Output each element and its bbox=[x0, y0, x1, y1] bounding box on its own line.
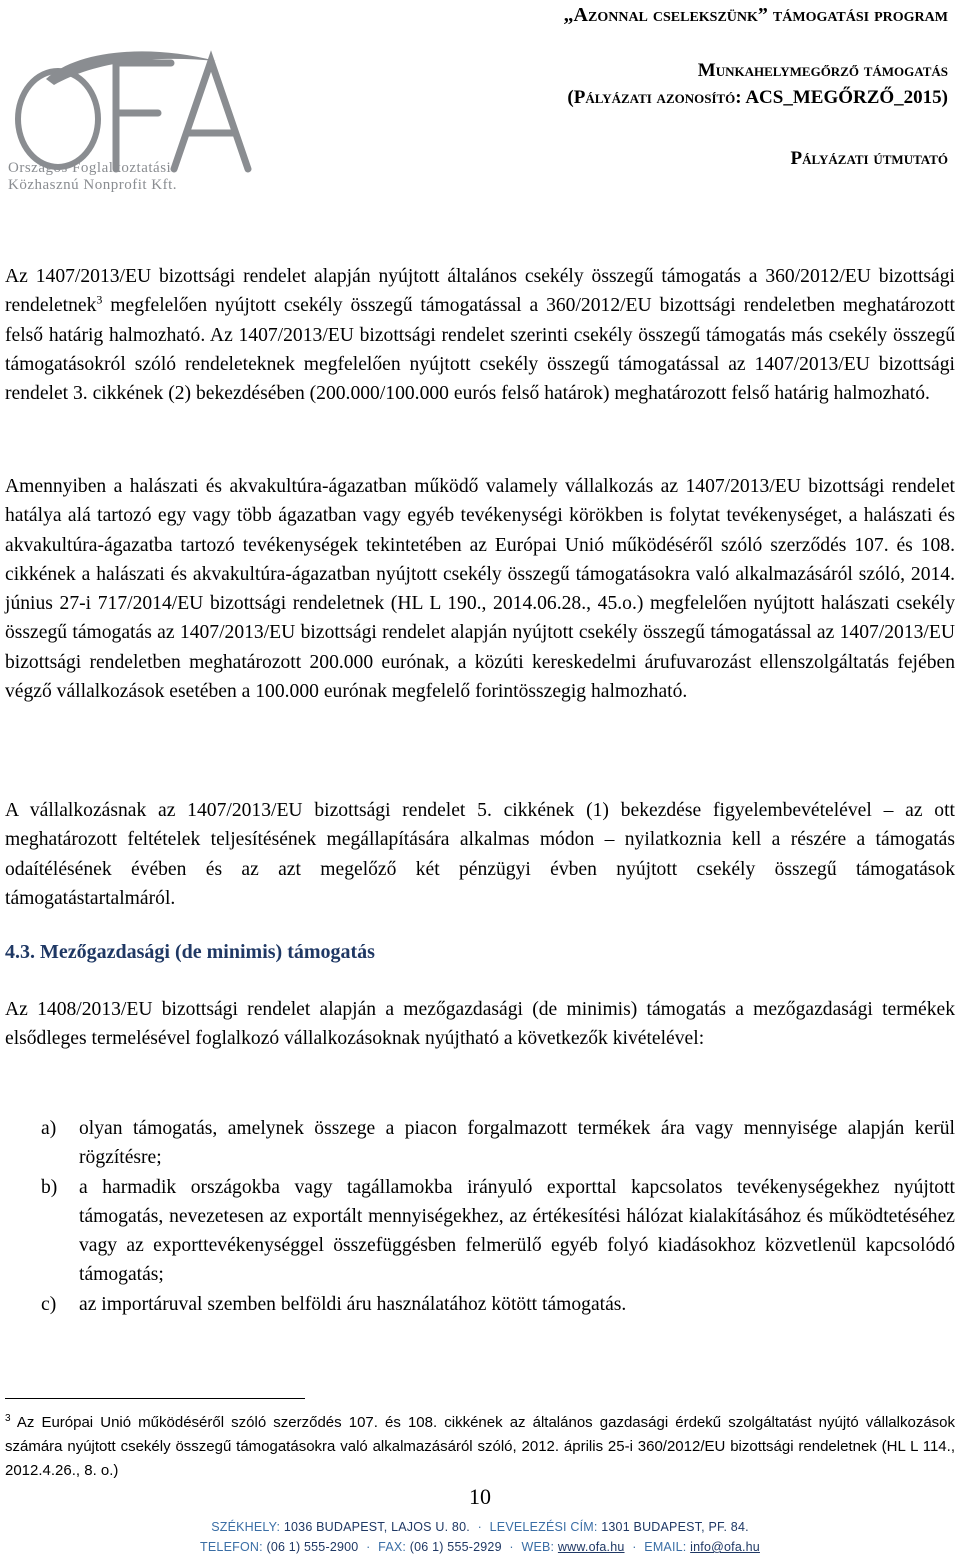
separator: · bbox=[477, 1520, 482, 1534]
logo-organization-name bbox=[8, 160, 177, 194]
list-item bbox=[5, 1114, 955, 1173]
footnote-reference[interactable]: 3 bbox=[96, 292, 103, 307]
separator: · bbox=[366, 1540, 371, 1554]
phone-label: TELEFON: bbox=[200, 1540, 263, 1554]
call-title: Munkahelymegőrző támogatás bbox=[697, 60, 948, 81]
exceptions-list bbox=[5, 1114, 955, 1319]
separator: · bbox=[509, 1540, 514, 1554]
footnote bbox=[5, 1411, 955, 1483]
email-link[interactable]: info@ofa.hu bbox=[690, 1540, 760, 1554]
paragraph-cumulation-general bbox=[5, 262, 955, 408]
list-marker: a) bbox=[41, 1118, 57, 1139]
logo-letter-o bbox=[18, 71, 98, 167]
page-number: 10 bbox=[469, 1484, 491, 1509]
list-item bbox=[5, 1290, 955, 1319]
logo-swoosh bbox=[46, 51, 216, 85]
list-marker: c) bbox=[41, 1293, 57, 1315]
call-identifier: (Pályázati azonosító: ACS_MEGŐRZŐ_2015) bbox=[567, 87, 948, 108]
logo-org-line1: Országos Foglalkoztatási bbox=[8, 160, 172, 176]
paragraph-text: Az 1407/2013/EU bizottsági rendelet alapján nyújtott általános csekély összegű támogatás a 360/2012/EU bizottsági rendeletnek bbox=[5, 266, 955, 317]
paragraph-declaration: A vállalkozásnak az 1407/2013/EU bizottsági rendelet 5. cikkének (1) bekezdése figyelembevételével – az ott meghatározott feltételek teljesítésének megállapítására alkalmas módon – nyilatkoznia kell a részére a támogatás odaítélésének évében és az azt megelőző két pénzügyi évben nyújtott csekély összegű támogatások támogatástartalmáról. bbox=[5, 800, 955, 909]
list-marker: b) bbox=[41, 1176, 58, 1198]
fax-value: (06 1) 555-2929 bbox=[409, 1540, 502, 1554]
separator: · bbox=[632, 1540, 637, 1554]
footnote-number: 3 bbox=[5, 1413, 11, 1424]
paragraph-agricultural: Az 1408/2013/EU bizottsági rendelet alapján a mezőgazdasági (de minimis) támogatás a mezőgazdasági termékek elsődleges termelésével foglalkozó vállalkozásoknak nyújtható a következők kivételével: bbox=[5, 999, 955, 1050]
paragraph-text: Az 1407/2013/EU bizottsági rendelet szerinti csekély összegű támogatás más csekély összegű támogatásokról szóló rendeleteknek megfelelően nyújtott csekély összegű támogatással az 1407/2013/EU bizottsági rendelet 3. cikkének (2) bekezdésében (200.000/100.000 eurós felső határok) meghatározott felső határig halmozható. bbox=[5, 324, 955, 405]
phone-value: (06 1) 555-2900 bbox=[266, 1540, 359, 1554]
mail-value: 1301 BUDAPEST, PF. 84. bbox=[601, 1520, 749, 1534]
list-item bbox=[5, 1173, 955, 1290]
program-title: „Azonnal cselekszünk” támogatási program bbox=[563, 4, 948, 26]
paragraph-fisheries: Amennyiben a halászati és akvakultúra-ágazatban működő valamely vállalkozás az 1407/2013/EU bizottsági rendelet hatálya alá tartozó egy vagy több ágazatban vagy egyéb tevékenységi körökben is folytat tevékenységet, a halászati és akvakultúra-ágazatba tartozó tevékenységek tekintetében az Európai Unió működéséről szóló szerződés 107. és 108. cikkének a halászati és akvakultúra-ágazatban nyújtott csekély összegű támogatásokra való alkalmazásáról szóló, 2014. június 27-i 717/2014/EU bizottsági rendeletnek (HL L 190., 2014.06.28., 45.o.) megfelelően nyújtott halászati csekély összegű támogatás az 1407/2013/EU bizottsági rendelet alapján nyújtott csekély összegű támogatással az 1407/2013/EU bizottsági rendeletben meghatározott 200.000 eurónak, a közúti kereskedelmi árufuvarozást ellenszolgáltatás fejében végző vállalkozások esetében a 100.000 eurónak megfelelő forintösszegig halmozható. bbox=[5, 476, 955, 703]
seat-value: 1036 BUDAPEST, LAJOS U. 80. bbox=[283, 1520, 470, 1534]
list-item-text: a harmadik országokba vagy tagállamokba irányuló exporttal kapcsolatos tevékenységekhez nyújtott támogatás, nevezetesen az exportált mennyiségekhez, az értékesítési hálózat kialakításához és működtetéséhez vagy az exporttevékenységgel összefüggésben felmerülő egyéb folyó kiadásokhoz közvetlenül kapcsolódó támogatás; bbox=[79, 1176, 955, 1286]
footer-address-line bbox=[0, 1520, 960, 1534]
logo-org-line2: Közhasznú Nonprofit Kft. bbox=[8, 177, 178, 193]
logo-letter-a bbox=[174, 61, 248, 169]
section-heading: 4.3. Mezőgazdasági (de minimis) támogatás bbox=[5, 941, 375, 963]
website-link[interactable]: www.ofa.hu bbox=[557, 1540, 625, 1554]
paragraph-text: megfelelően nyújtott csekély összegű támogatással a 360/2012/EU bizottsági rendeletben meghatározott felső határig halmozható. bbox=[5, 295, 955, 346]
fax-label: FAX: bbox=[378, 1540, 407, 1554]
email-label: EMAIL: bbox=[644, 1540, 687, 1554]
web-label: WEB: bbox=[521, 1540, 555, 1554]
document-type: Pályázati útmutató bbox=[790, 148, 948, 169]
footnote-separator bbox=[5, 1398, 305, 1399]
list-item-text: az importáruval szemben belföldi áru használatához kötött támogatás. bbox=[79, 1293, 627, 1315]
seat-label: SZÉKHELY: bbox=[211, 1520, 281, 1534]
footnote-text: Az Európai Unió működéséről szóló szerződés 107. és 108. cikkének az általános gazdasági érdekű szolgáltatást nyújtó vállalkozások számára nyújtott csekély összegű támogatásokra való alkalmazásáról szóló, 2012. április 25-i 360/2012/EU bizottsági rendeletnek (HL L 114., 2012.4.26., 8. o.) bbox=[5, 1414, 956, 1479]
list-item-text: olyan támogatás, amelynek összege a piacon forgalmazott termékek ára vagy mennyisége alapján kerül rögzítésre; bbox=[79, 1118, 955, 1169]
mail-label: LEVELEZÉSI CÍM: bbox=[489, 1520, 598, 1534]
footer-contact-line bbox=[0, 1540, 960, 1554]
